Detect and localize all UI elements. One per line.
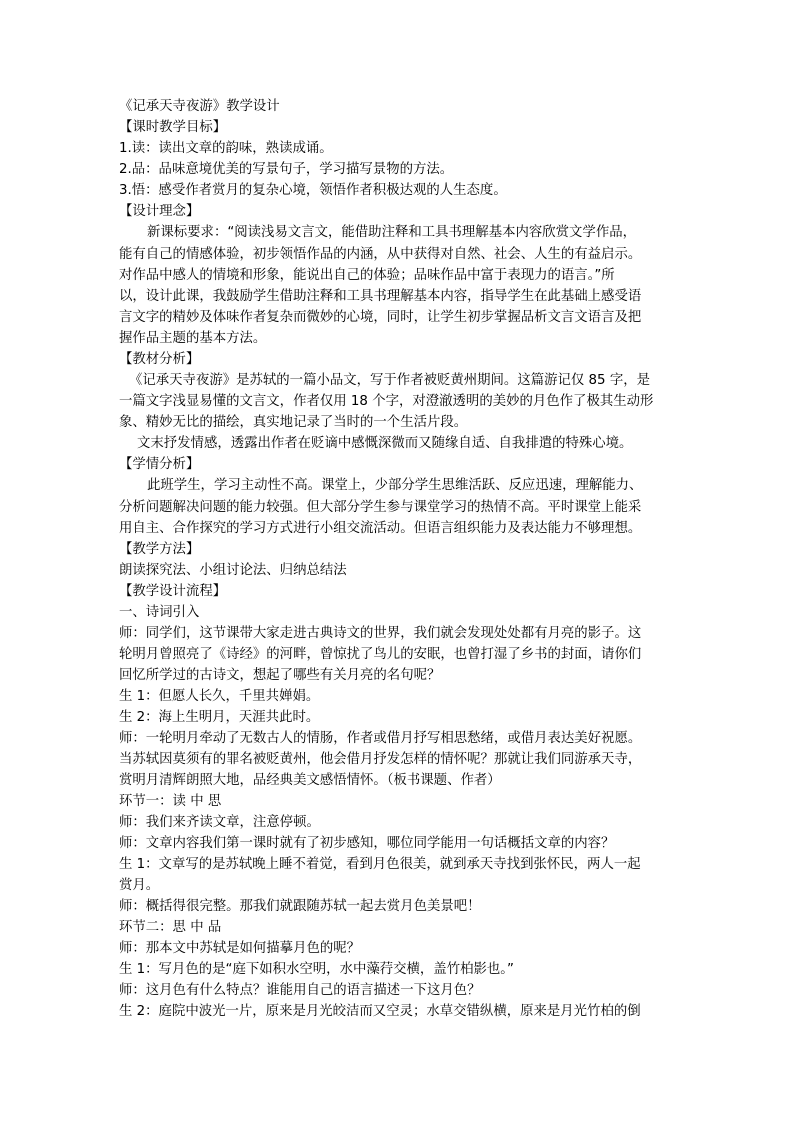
text-line: 新课标要求：“阅读浅易文言文，能借助注释和工具书理解基本内容欣赏文学作品， — [147, 225, 636, 240]
text-line: 朗读探究法、小组讨论法、归纳总结法 — [119, 563, 347, 578]
text-line: 2.品：品味意境优美的写景句子，学习描写景物的方法。 — [119, 162, 454, 177]
section-heading: 【教学设计流程】 — [119, 584, 227, 599]
text-line: 生 1：写月色的是“庭下如积水空明，水中藻荇交横，盖竹柏影也。” — [119, 962, 514, 977]
text-line: 师：概括得很完整。那我们就跟随苏轼一起去赏月色美景吧！ — [119, 899, 481, 914]
text-line: 握作品主题的基本方法。 — [119, 331, 267, 346]
section-heading: 【教学方法】 — [119, 542, 200, 557]
section-heading: 【设计理念】 — [119, 204, 200, 219]
text-line: 师：文章内容我们第一课时就有了初步感知，哪位同学能用一句话概括文章的内容？ — [119, 836, 615, 851]
text-line: 轮明月曾照亮了《诗经》的河畔，曾惊扰了鸟儿的安眠，也曾打湿了乡书的封面，请你们 — [119, 647, 642, 662]
text-line: 生 1：但愿人长久，千里共婵娟。 — [119, 689, 320, 704]
text-line: 3.悟：感受作者赏月的复杂心境，领悟作者积极达观的人生态度。 — [119, 183, 507, 198]
subsection-heading: 环节一：读 中 思 — [119, 794, 222, 809]
text-line: 以，设计此课，我鼓励学生借助注释和工具书理解基本内容，指导学生在此基础上感受语 — [119, 289, 642, 304]
text-line: 回忆所学过的古诗文，想起了哪些有关月亮的名句呢？ — [119, 668, 441, 683]
section-heading: 【学情分析】 — [119, 457, 200, 472]
text-line: 用自主、合作探究的学习方式进行小组交流活动。但语言组织能力及表达能力不够理想。 — [119, 521, 642, 536]
text-line: 能有自己的情感体验，初步领悟作品的内涵，从中获得对自然、社会、人生的有益启示。 — [119, 247, 642, 262]
document-title: 《记承天寺夜游》教学设计 — [119, 99, 280, 114]
text-line: 一篇文字浅显易懂的文言文，作者仅用 18 个字，对澄澈透明的美妙的月色作了极其生动形 — [119, 394, 654, 409]
text-line: 师：我们来齐读文章，注意停顿。 — [119, 815, 320, 830]
subsection-heading: 环节二：思 中 品 — [119, 920, 222, 935]
text-line: 师：这月色有什么特点？谁能用自己的语言描述一下这月色？ — [119, 983, 481, 998]
text-line: 师：一轮明月牵动了无数古人的情肠，作者或借月抒写相思愁绪，或借月表达美好祝愿。 — [119, 731, 642, 746]
text-line: 此班学生，学习主动性不高。课堂上，少部分学生思维活跃、反应迅速，理解能力、 — [147, 478, 643, 493]
text-line: 象、精妙无比的描绘，真实地记录了当时的一个生活片段。 — [119, 415, 468, 430]
text-line: 分析问题解决问题的能力较强。但大部分学生参与课堂学习的热情不高。平时课堂上能采 — [119, 500, 642, 515]
subsection-heading: 一、诗词引入 — [119, 605, 200, 620]
text-line: 赏明月清辉朗照大地，品经典美文感悟情怀。（板书课题、作者） — [119, 773, 501, 788]
section-heading: 【课时教学目标】 — [119, 120, 227, 135]
text-line: 生 1：文章写的是苏轼晚上睡不着觉，看到月色很美，就到承天寺找到张怀民，两人一起 — [119, 857, 641, 872]
text-line: 生 2：海上生明月，天涯共此时。 — [119, 710, 320, 725]
text-line: 师：同学们，这节课带大家走进古典诗文的世界，我们就会发现处处都有月亮的影子。这 — [119, 626, 642, 641]
text-line: 对作品中感人的情境和形象，能说出自己的体验；品味作品中富于表现力的语言。”所 — [119, 268, 615, 283]
text-line: 生 2：庭院中波光一片，原来是月光皎洁而又空灵；水草交错纵横，原来是月光竹柏的倒 — [119, 1004, 641, 1019]
text-line: 赏月。 — [119, 878, 160, 893]
text-line: 师：那本文中苏轼是如何描摹月色的呢？ — [119, 941, 361, 956]
text-line: 《记承天寺夜游》是苏轼的一篇小品文，写于作者被贬黄州期间。这篇游记仅 85 字，是 — [129, 373, 651, 388]
text-line: 1.读：读出文章的韵味，熟读成诵。 — [119, 141, 333, 156]
section-heading: 【教材分析】 — [119, 352, 200, 367]
text-line: 言文字的精妙及体味作者复杂而微妙的心境，同时，让学生初步掌握品析文言文语言及把 — [119, 310, 642, 325]
text-line: 文末抒发情感，透露出作者在贬谪中感慨深微而又随缘自适、自我排遣的特殊心境。 — [137, 436, 633, 451]
text-line: 当苏轼因莫须有的罪名被贬黄州，他会借月抒发怎样的情怀呢？那就让我们同游承天寺， — [119, 752, 642, 767]
